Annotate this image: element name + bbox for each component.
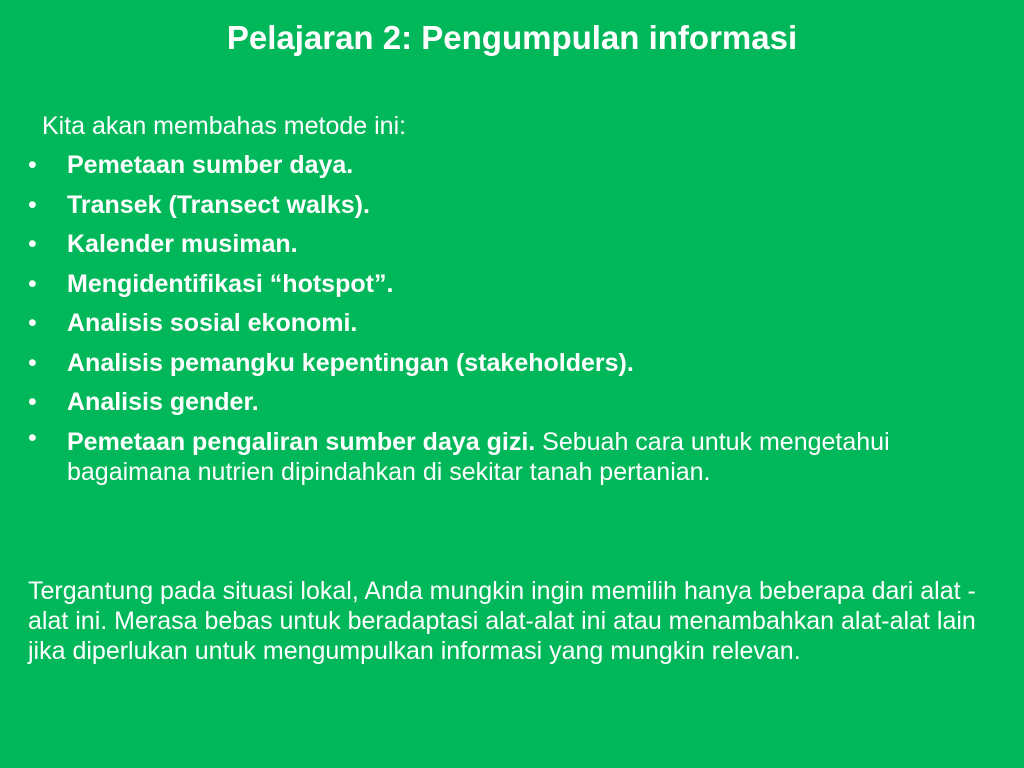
slide-title: Pelajaran 2: Pengumpulan informasi [226, 19, 798, 56]
list-item-bold: Kalender musiman. [67, 230, 298, 258]
list-item [28, 146, 988, 186]
list-item [28, 186, 988, 226]
closing-paragraph: Tergantung pada situasi lokal, Anda mungkin ingin memilih hanya beberapa dari alat -alat ini. Merasa bebas untuk beradaptasi alat-alat ini atau menambahkan alat-alat lain jika diperlukan untuk mengumpulkan informasi yang mungkin relevan. [28, 577, 976, 665]
list-item-bold: Analisis pemangku kepentingan (stakeholders). [67, 348, 634, 377]
list-item-bold: Pemetaan pengaliran sumber daya gizi. [67, 427, 536, 456]
method-list [28, 146, 988, 487]
list-item-bold: Analisis gender. [67, 388, 259, 416]
list-item [28, 383, 988, 423]
intro-text: Kita akan membahas metode ini: [42, 112, 407, 140]
list-item [28, 265, 988, 305]
list-item-bold: Mengidentifikasi “hotspot”. [67, 269, 394, 298]
list-item [28, 344, 988, 384]
list-item-bold: Transek (Transect walks). [67, 190, 370, 219]
list-item-bold: Analisis sosial ekonomi. [67, 309, 358, 337]
list-item-description: Sebuah cara untuk mengetahui bagaimana nutrien dipindahkan di sekitar tanah pertanian. [67, 427, 890, 486]
list-item [28, 225, 988, 265]
list-item [28, 423, 988, 487]
list-item [28, 304, 988, 344]
list-item-bold: Pemetaan sumber daya. [67, 151, 354, 179]
